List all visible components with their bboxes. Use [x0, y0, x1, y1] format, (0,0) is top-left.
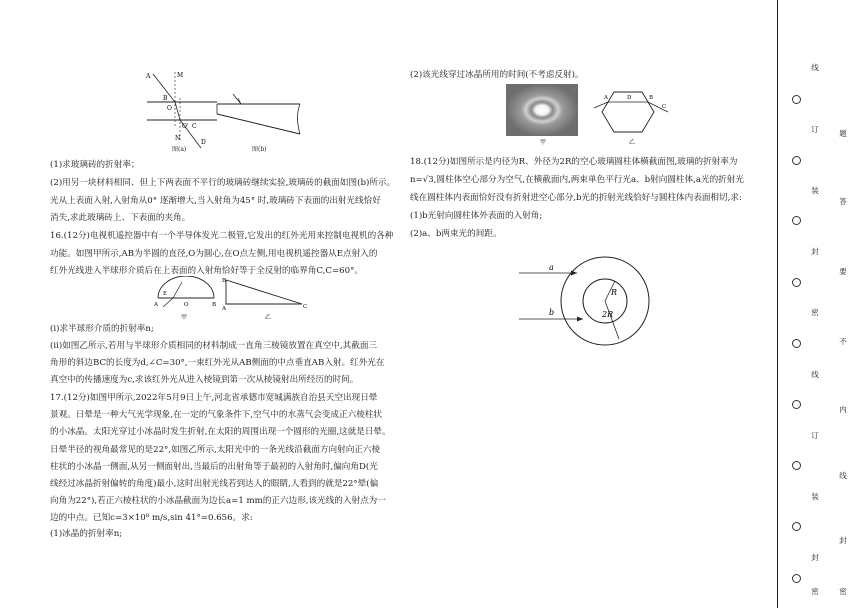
figure-18-hollow-cylinder — [515, 255, 655, 355]
q16-part-ii-line1: (ii)如图乙所示,若用与半球形介质相同的材料制成一直角三棱镜放置在真空中,其截面三 — [50, 341, 378, 351]
margin-inner-4: 不 — [839, 337, 847, 346]
q17-line7: 向角为22°),若正六棱柱状的小冰晶截面为边长a=1 mm的正六边形,该光线的入射点为一 — [50, 496, 386, 506]
q17-line4: 日晕半径的视角最常见的是22°,如图乙所示,太阳光中的一条光线沿截面方向射向正六棱 — [50, 445, 381, 455]
margin-hole-6 — [792, 400, 801, 409]
fig16-label-A2: A — [222, 306, 226, 312]
fig-a-label-C: C — [192, 123, 197, 130]
q18-line1: 18.(12分)如图所示是内径为R、外径为2R的空心玻璃圆柱体横截面图,玻璃的折射率为 — [410, 157, 738, 167]
fig17-caption-jia: 甲 — [540, 139, 547, 146]
margin-hole-2 — [792, 156, 801, 165]
q15-part2-line1: (2)用另一块材料相同、但上下两表面不平行的玻璃砖继续实验,玻璃砖的截面如图(b)所示。 — [50, 178, 396, 188]
margin-char-7: 订 — [811, 431, 819, 440]
fig-a-caption: 图(a) — [172, 146, 187, 153]
q17-line5: 柱状的小冰晶一侧面,从另一侧面射出,当最后的出射角等于最初的入射角时,偏向角D(光 — [50, 462, 378, 472]
q17-line2: 景观。日晕是一种大气光学现象,在一定的气象条件下,空气中的水蒸气会变成正六棱柱状 — [50, 410, 383, 420]
fig16-caption-yi: 乙 — [265, 314, 272, 321]
fig18-label-R: R — [611, 288, 618, 297]
margin-char-2: 订 — [811, 125, 819, 134]
margin-char-5: 密 — [811, 308, 819, 317]
margin-char-4: 封 — [811, 247, 819, 256]
margin-hole-5 — [792, 339, 801, 348]
margin-hole-8 — [792, 522, 801, 531]
q18-part1: (1)b光射向圆柱体外表面的入射角; — [410, 211, 543, 221]
fig16-label-O: O — [184, 302, 189, 308]
q15-part1: (1)求玻璃砖的折射率； — [50, 160, 140, 170]
q16-line2: 功能。如图甲所示,AB为半圆的直径,O为圆心,在O点左侧,用电视机遥控器从E点射入的 — [50, 249, 378, 259]
margin-hole-9 — [792, 574, 801, 583]
fig17-label-D: D — [627, 95, 632, 101]
margin-inner-3: 要 — [839, 267, 847, 276]
margin-inner-1: 题 — [839, 129, 847, 138]
q15-part2-line2: 光从上表面入射,入射角从0° 逐渐增大,当入射角为45° 时,玻璃砖下表面的出射光线恰好 — [50, 196, 381, 206]
margin-inner-2: 答 — [839, 197, 847, 206]
margin-char-8: 装 — [811, 492, 819, 501]
binding-line — [777, 0, 778, 608]
margin-char-10: 密 — [811, 587, 819, 596]
fig16-label-A: A — [154, 302, 158, 308]
margin-inner-8: 密 — [839, 587, 847, 596]
fig-a-label-D: D — [201, 139, 206, 146]
halo-photo — [506, 84, 578, 136]
fig-a-label-O-prime: O' — [182, 123, 189, 130]
q17-line3: 的小冰晶。太阳光穿过小冰晶时发生折射,在太阳的周围出现一个圆形的光圈,这就是日晕。 — [50, 427, 391, 437]
margin-inner-6: 线 — [839, 471, 847, 480]
figure-a-refraction-slab — [145, 68, 220, 156]
fig-a-label-B: B — [163, 95, 168, 102]
q17-line1: 17.(12分)如图甲所示,2022年5月9日上午,河北省承德市宽城满族自治县天空出现日晕 — [50, 393, 378, 403]
margin-char-1: 线 — [811, 63, 819, 72]
fig-a-label-A: A — [146, 73, 151, 80]
q16-part-ii-line2: 角形的斜边BC的长度为d,∠C=30°,一束红外光从AB侧面的中点垂直AB入射。红外光在 — [50, 358, 385, 368]
margin-hole-4 — [792, 278, 801, 287]
q17-part2: (2)该光线穿过冰晶所用的时间(不考虑反射)。 — [410, 70, 584, 80]
margin-hole-3 — [792, 216, 801, 225]
fig16-label-E: E — [163, 291, 168, 297]
figure-16-hemisphere-and-prism — [150, 276, 310, 314]
fig17-caption-yi: 乙 — [629, 139, 636, 146]
fig17-label-C: C — [662, 104, 667, 110]
fig18-label-a: a — [549, 263, 554, 272]
q17-line8: 边的中点。已知c=3×10⁸ m/s,sin 41°=0.656。求: — [50, 513, 253, 523]
q18-line3: 线在圆柱体内表面恰好没有折射进空心部分,b光的折射光线恰好与圆柱体内表面相切,求: — [410, 193, 742, 203]
fig16-label-B: B — [212, 302, 217, 308]
fig16-caption-jia: 甲 — [181, 314, 188, 321]
figure-17-hexagon-ice-crystal — [592, 86, 672, 138]
margin-inner-7: 封 — [839, 536, 847, 545]
fig-a-label-N: N — [175, 135, 181, 142]
fig-b-caption: 图(b) — [252, 146, 267, 153]
q16-line3: 红外光线进入半球形介质后在上表面的入射角恰好等于全反射的临界角C,C=60°。 — [50, 266, 364, 276]
fig18-label-2R: 2R — [602, 310, 614, 319]
fig18-label-b: b — [549, 308, 555, 317]
margin-hole-1 — [792, 95, 801, 104]
fig-a-label-M: M — [177, 72, 184, 79]
margin-char-9: 封 — [811, 553, 819, 562]
q16-part-ii-line3: 真空中的传播速度为c,求该红外光从进入棱镜到第一次从棱镜射出所经历的时间。 — [50, 375, 359, 385]
margin-char-6: 线 — [811, 370, 819, 379]
q15-part2-line3: 消失,求此玻璃砖上、下表面的夹角。 — [50, 213, 191, 223]
q18-line2: n=√3,圆柱体空心部分为空气,在横截面内,两束单色平行光a、b射向圆柱体,a光的折射光 — [410, 175, 744, 185]
fig16-label-B2: B — [222, 278, 227, 284]
margin-inner-5: 内 — [839, 405, 847, 414]
fig16-label-C: C — [303, 304, 308, 310]
margin-hole-7 — [792, 461, 801, 470]
figure-b-wedge — [215, 92, 305, 142]
q18-part2: (2)a、b两束光的间距。 — [410, 229, 502, 239]
q17-part1: (1)冰晶的折射率n; — [50, 529, 123, 539]
q17-line6: 线经过冰晶折射偏转的角度)最小,这时出射光线若到达人的眼睛,人看到的就是22°晕(偏 — [50, 479, 379, 489]
q16-part-i: (i)求半球形介质的折射率n; — [50, 324, 154, 334]
fig17-label-A: A — [604, 95, 608, 101]
fig17-label-B: B — [649, 95, 654, 101]
q16-line1: 16.(12分)电视机遥控器中有一个半导体发光二极管,它发出的红外光用来控制电视机的各种 — [50, 231, 394, 241]
fig-a-label-O: O — [167, 105, 172, 112]
margin-char-3: 装 — [811, 186, 819, 195]
